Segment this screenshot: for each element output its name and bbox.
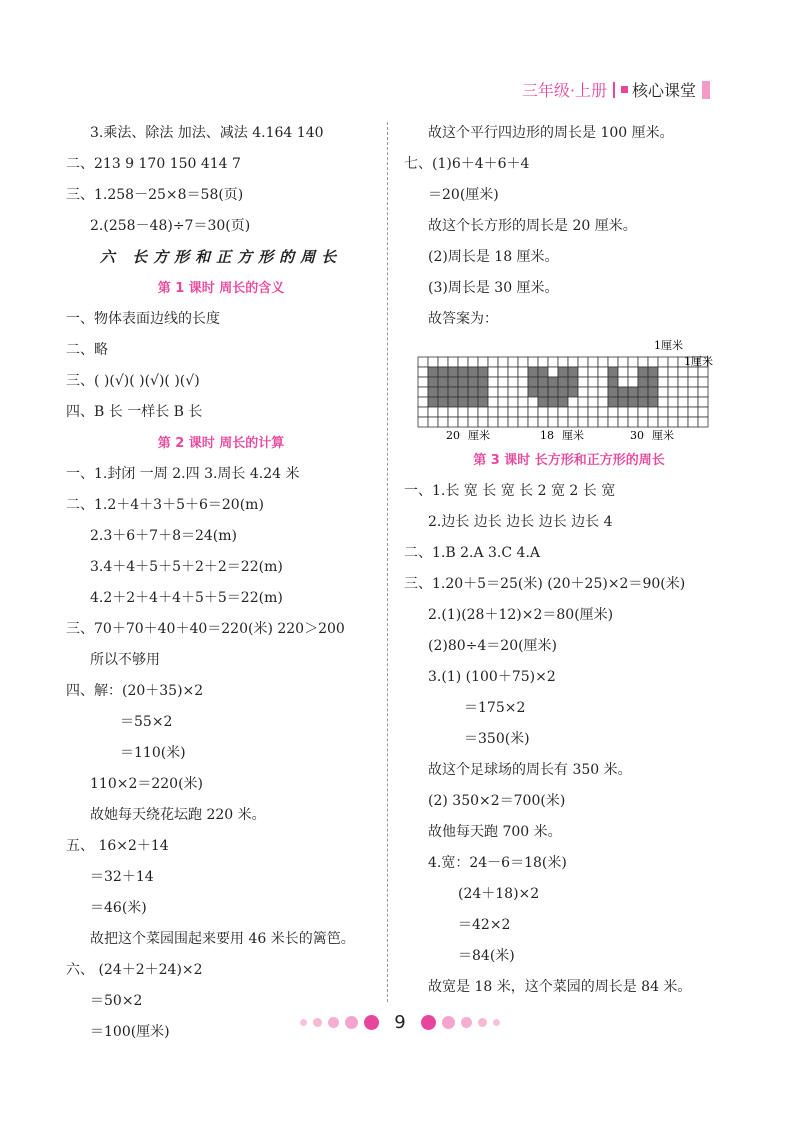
grid-cell (598, 407, 608, 417)
grid-cell (438, 407, 448, 417)
grid-cell (458, 387, 468, 397)
grid-cell (638, 397, 648, 407)
grid-cell (628, 377, 638, 387)
unit-label-side: 1厘米 (684, 355, 713, 368)
grid-cell (518, 387, 528, 397)
answer-line: 故她每天绕花坛跑 220 米。 (90, 807, 266, 823)
grid-cell (658, 397, 668, 407)
grid-cell (628, 407, 638, 417)
grid-cell (668, 407, 678, 417)
answer-line: 故宽是 18 米，这个菜园的周长是 84 米。 (428, 979, 692, 995)
grade-label: 三年级·上册 (521, 81, 607, 100)
grid-cell (518, 407, 528, 417)
grid-cell (658, 407, 668, 417)
answer-line: 二、1.B 2.A 3.C 4.A (404, 545, 541, 561)
grid-cell (488, 367, 498, 377)
grid-cell (478, 357, 488, 367)
grid-cell (638, 377, 648, 387)
grid-cell (428, 357, 438, 367)
grid-cell (688, 417, 698, 427)
grid-cell (438, 377, 448, 387)
answer-line: 3.4＋4＋5＋5＋2＋2＝22(m) (90, 559, 283, 575)
grid-cell (618, 397, 628, 407)
grid-cell (438, 357, 448, 367)
grid-cell (698, 417, 708, 427)
grid-cell (538, 397, 548, 407)
grid-cell (558, 397, 568, 407)
grid-cell (658, 417, 668, 427)
grid-cell (548, 387, 558, 397)
grid-cell (538, 387, 548, 397)
answer-line: ＝20(厘米) (428, 187, 499, 203)
figure-label: 30 (630, 429, 644, 442)
grid-cell (468, 397, 478, 407)
grid-cell (598, 377, 608, 387)
answer-line: 故答案为： (428, 311, 498, 327)
grid-cell (508, 357, 518, 367)
grid-cell (608, 357, 618, 367)
grid-cell (648, 397, 658, 407)
grid-cell (618, 387, 628, 397)
lesson-title: 第 3 课时 长方形和正方形的周长 (473, 453, 665, 468)
grid-cell (528, 387, 538, 397)
grid-cell (588, 407, 598, 417)
grid-cell (698, 377, 708, 387)
lesson-title: 第 2 课时 周长的计算 (157, 436, 285, 451)
grid-cell (528, 367, 538, 377)
grid-cell (548, 417, 558, 427)
grid-cell (478, 377, 488, 387)
grid-cell (668, 387, 678, 397)
grid-cell (658, 367, 668, 377)
grid-cell (598, 357, 608, 367)
dot-icon (300, 1019, 307, 1026)
grid-cell (688, 367, 698, 377)
grid-cell (418, 357, 428, 367)
grid-cell (458, 377, 468, 387)
square-icon (621, 86, 628, 93)
grid-cell (568, 377, 578, 387)
grid-cell (448, 397, 458, 407)
grid-cell (648, 367, 658, 377)
grid-cell (668, 367, 678, 377)
grid-cell (468, 387, 478, 397)
grid-cell (668, 417, 678, 427)
grid-cell (548, 407, 558, 417)
grid-cell (418, 367, 428, 377)
grid-cell (428, 417, 438, 427)
grid-cell (578, 387, 588, 397)
grid-cell (548, 377, 558, 387)
answer-line: 110×2＝220(米) (90, 776, 204, 792)
answer-line: 一、物体表面边线的长度 (66, 311, 220, 327)
grid-cell (418, 397, 428, 407)
answer-line: 4.宽：24－6＝18(米) (428, 855, 567, 871)
dot-icon (493, 1019, 500, 1026)
figure-unit: 厘米 (562, 429, 584, 442)
answer-line: ＝350(米) (464, 731, 530, 747)
grid-cell (518, 397, 528, 407)
answer-line: 三、( )(√)( )(√)( )(√) (66, 373, 200, 389)
answer-line: 故把这个菜园围起来要用 46 米长的篱笆。 (90, 931, 355, 947)
course-label: 核心课堂 (631, 81, 696, 100)
grid-cell (638, 417, 648, 427)
answer-line: 六、 (24＋2＋24)×2 (66, 962, 203, 978)
answer-line: ＝110(米) (120, 745, 186, 761)
header-bar-decoration (702, 81, 710, 99)
answer-line: 二、略 (66, 342, 108, 358)
grid-cell (538, 357, 548, 367)
grid-cell (488, 407, 498, 417)
grid-cell (468, 367, 478, 377)
figure-label: 18 (540, 429, 554, 442)
grid-cell (438, 387, 448, 397)
answer-line: 故这个足球场的周长有 350 米。 (428, 762, 632, 778)
grid-cell (488, 417, 498, 427)
grid-cell (648, 387, 658, 397)
answer-line: (2)周长是 18 厘米。 (428, 249, 559, 265)
grid-cell (678, 387, 688, 397)
grid-cell (508, 387, 518, 397)
grid-cell (498, 407, 508, 417)
dot-icon (461, 1017, 472, 1028)
grid-cell (518, 357, 528, 367)
grid-cell (588, 397, 598, 407)
grid-cell (628, 387, 638, 397)
grid-cell (568, 387, 578, 397)
grid-cell (588, 377, 598, 387)
grid-cell (558, 387, 568, 397)
grid-cell (448, 407, 458, 417)
dot-icon (328, 1017, 339, 1028)
grid-cell (478, 367, 488, 377)
grid-cell (578, 407, 588, 417)
page-number: 9 (394, 1012, 406, 1033)
grid-cell (438, 417, 448, 427)
grid-cell (568, 407, 578, 417)
grid-cell (518, 417, 528, 427)
answer-line: 2.边长 边长 边长 边长 边长 4 (428, 514, 613, 530)
grid-cell (498, 357, 508, 367)
grid-cell (478, 407, 488, 417)
grid-cell (468, 417, 478, 427)
grid-cell (468, 357, 478, 367)
grid-cell (598, 387, 608, 397)
grid-cell (638, 387, 648, 397)
grid-cell (568, 397, 578, 407)
grid-cell (618, 367, 628, 377)
grid-cell (568, 367, 578, 377)
grid-cell (608, 407, 618, 417)
section-title: 六 长方形和正方形的周长 (99, 248, 343, 266)
grid-cell (658, 357, 668, 367)
grid-cell (508, 417, 518, 427)
answer-line: ＝55×2 (120, 714, 173, 730)
grid-cell (558, 407, 568, 417)
grid-cell (478, 397, 488, 407)
answer-line: ＝42×2 (458, 917, 511, 933)
figure-unit: 厘米 (468, 429, 490, 442)
answer-line: 所以不够用 (90, 652, 160, 668)
figure-unit: 厘米 (652, 429, 674, 442)
grid-cell (488, 377, 498, 387)
grid-cell (448, 417, 458, 427)
grid-cell (418, 407, 428, 417)
grid-cell (488, 357, 498, 367)
answer-line: 一、1.封闭 一周 2.四 3.周长 4.24 米 (66, 466, 300, 482)
grid-cell (448, 357, 458, 367)
grid-cell (568, 417, 578, 427)
grid-cell (548, 357, 558, 367)
answer-line: 2.(1)(28＋12)×2＝80(厘米) (428, 607, 614, 623)
grid-cell (538, 377, 548, 387)
grid-cell (628, 357, 638, 367)
dot-icon (421, 1015, 436, 1030)
grid-cell (608, 417, 618, 427)
grid-cell (538, 407, 548, 417)
answer-line: 3.乘法、除法 加法、减法 4.164 140 (90, 125, 324, 141)
grid-cell (478, 417, 488, 427)
answer-line: 三、70＋70＋40＋40＝220(米) 220＞200 (66, 621, 345, 637)
grid-cell (418, 417, 428, 427)
grid-cell (618, 377, 628, 387)
answer-line: 一、1.长 宽 长 宽 长 2 宽 2 长 宽 (404, 483, 616, 499)
grid-cell (428, 377, 438, 387)
grid-cell (528, 377, 538, 387)
grid-cell (648, 407, 658, 417)
grid-cell (608, 377, 618, 387)
answer-line: ＝84(米) (458, 948, 515, 964)
column-divider (387, 122, 388, 1002)
answer-line: 四、解：(20＋35)×2 (66, 683, 204, 699)
answer-line: ＝46(米) (90, 900, 147, 916)
grid-cell (528, 407, 538, 417)
answer-line: ＝32＋14 (90, 869, 154, 885)
grid-cell (488, 387, 498, 397)
grid-cell (658, 387, 668, 397)
grid-cell (698, 397, 708, 407)
page-footer (0, 1012, 800, 1033)
grid-cell (508, 397, 518, 407)
grid-cell (498, 417, 508, 427)
grid-cell (428, 387, 438, 397)
dot-icon (313, 1018, 322, 1027)
grid-cell (458, 367, 468, 377)
answer-line: 3.(1) (100＋75)×2 (428, 669, 556, 685)
answer-line: ＝100(厘米) (90, 1024, 170, 1040)
answer-line: ＝50×2 (90, 993, 143, 1009)
grid-cell (628, 417, 638, 427)
grid-cell (688, 387, 698, 397)
grid-cell (528, 397, 538, 407)
grid-cell (438, 397, 448, 407)
grid-cell (608, 367, 618, 377)
grid-cell (678, 367, 688, 377)
grid-cell (618, 407, 628, 417)
grid-cell (558, 377, 568, 387)
grid-cell (518, 367, 528, 377)
grid-cell (468, 407, 478, 417)
grid-cell (688, 397, 698, 407)
grid-cell (528, 417, 538, 427)
grid-cell (478, 387, 488, 397)
answer-line: 2.3＋6＋7＋8＝24(m) (90, 528, 237, 544)
grid-cell (498, 367, 508, 377)
grid-cell (578, 417, 588, 427)
perimeter-figure (408, 335, 734, 445)
grid-cell (668, 397, 678, 407)
grid-cell (418, 387, 428, 397)
answer-line: (3)周长是 30 厘米。 (428, 280, 559, 296)
grid-cell (428, 397, 438, 407)
grid-cell (558, 367, 568, 377)
grid-cell (638, 367, 648, 377)
grid-cell (458, 407, 468, 417)
answer-line: 三、1.20＋5＝25(米) (20＋25)×2＝90(米) (404, 576, 686, 592)
lesson-title: 第 1 课时 周长的含义 (157, 281, 285, 296)
answer-line: 五、 16×2＋14 (66, 838, 169, 854)
left-column (66, 118, 376, 1048)
grid-cell (498, 387, 508, 397)
grid-cell (468, 377, 478, 387)
answer-line: 故他每天跑 700 米。 (428, 824, 562, 840)
grid-cell (598, 417, 608, 427)
grid-cell (588, 367, 598, 377)
grid-cell (528, 357, 538, 367)
grid-cell (678, 397, 688, 407)
answer-line: 故这个长方形的周长是 20 厘米。 (428, 218, 637, 234)
grid-cell (608, 397, 618, 407)
dot-icon (345, 1016, 358, 1029)
answer-line: 故这个平行四边形的周长是 100 厘米。 (428, 125, 674, 141)
grid-cell (548, 367, 558, 377)
grid-cell (668, 377, 678, 387)
answer-line: 4.2＋2＋4＋4＋5＋5＝22(m) (90, 590, 283, 606)
grid-cell (578, 397, 588, 407)
answer-line: 四、B 长 一样长 B 长 (66, 404, 203, 420)
grid-cell (648, 377, 658, 387)
grid-cell (638, 357, 648, 367)
answer-line: 三、1.258－25×8＝58(页) (66, 187, 244, 203)
grid-cell (668, 357, 678, 367)
grid-cell (698, 367, 708, 377)
grid-cell (588, 387, 598, 397)
answer-line: 2.(258－48)÷7＝30(页) (90, 218, 251, 234)
grid-cell (638, 407, 648, 417)
grid-cell (628, 367, 638, 377)
grid-cell (558, 357, 568, 367)
grid-cell (688, 407, 698, 417)
grid-figure (408, 335, 728, 445)
grid-cell (618, 417, 628, 427)
grid-cell (578, 367, 588, 377)
grid-cell (588, 417, 598, 427)
grid-cell (428, 367, 438, 377)
grid-cell (508, 367, 518, 377)
answer-line: ＝175×2 (464, 700, 526, 716)
grid-cell (568, 357, 578, 367)
grid-cell (678, 377, 688, 387)
grid-cell (458, 357, 468, 367)
grid-cell (628, 397, 638, 407)
answer-line: (24＋18)×2 (458, 886, 540, 902)
grid-cell (658, 377, 668, 387)
grid-cell (588, 357, 598, 367)
grid-cell (578, 357, 588, 367)
dot-icon (478, 1018, 487, 1027)
grid-cell (448, 377, 458, 387)
right-column (404, 118, 734, 1003)
figure-label: 20 (446, 429, 460, 442)
grid-cell (418, 377, 428, 387)
grid-cell (618, 357, 628, 367)
grid-cell (648, 357, 658, 367)
grid-cell (448, 387, 458, 397)
answer-line: (2) 350×2＝700(米) (428, 793, 566, 809)
grid-cell (428, 407, 438, 417)
grid-cell (598, 397, 608, 407)
grid-cell (498, 397, 508, 407)
grid-cell (578, 377, 588, 387)
grid-cell (438, 367, 448, 377)
grid-cell (608, 387, 618, 397)
dot-icon (442, 1016, 455, 1029)
grid-cell (678, 417, 688, 427)
answer-line: 二、1.2＋4＋3＋5＋6＝20(m) (66, 497, 264, 513)
header-divider (613, 82, 615, 98)
dot-icon (364, 1015, 379, 1030)
grid-cell (508, 377, 518, 387)
grid-cell (538, 417, 548, 427)
grid-cell (448, 367, 458, 377)
grid-cell (678, 407, 688, 417)
answer-line: (2)80÷4＝20(厘米) (428, 638, 558, 654)
grid-cell (488, 397, 498, 407)
grid-cell (458, 397, 468, 407)
grid-cell (498, 377, 508, 387)
answer-line: 二、213 9 170 150 414 7 (66, 156, 241, 172)
grid-cell (648, 417, 658, 427)
page-header (522, 78, 710, 101)
unit-label-top: 1厘米 (654, 339, 683, 352)
grid-cell (508, 407, 518, 417)
grid-cell (518, 377, 528, 387)
grid-cell (698, 407, 708, 417)
grid-cell (538, 367, 548, 377)
grid-cell (548, 397, 558, 407)
grid-cell (688, 377, 698, 387)
grid-cell (698, 387, 708, 397)
grid-cell (558, 417, 568, 427)
grid-cell (598, 367, 608, 377)
grid-cell (458, 417, 468, 427)
answer-line: 七、(1)6＋4＋6＋4 (404, 156, 530, 172)
